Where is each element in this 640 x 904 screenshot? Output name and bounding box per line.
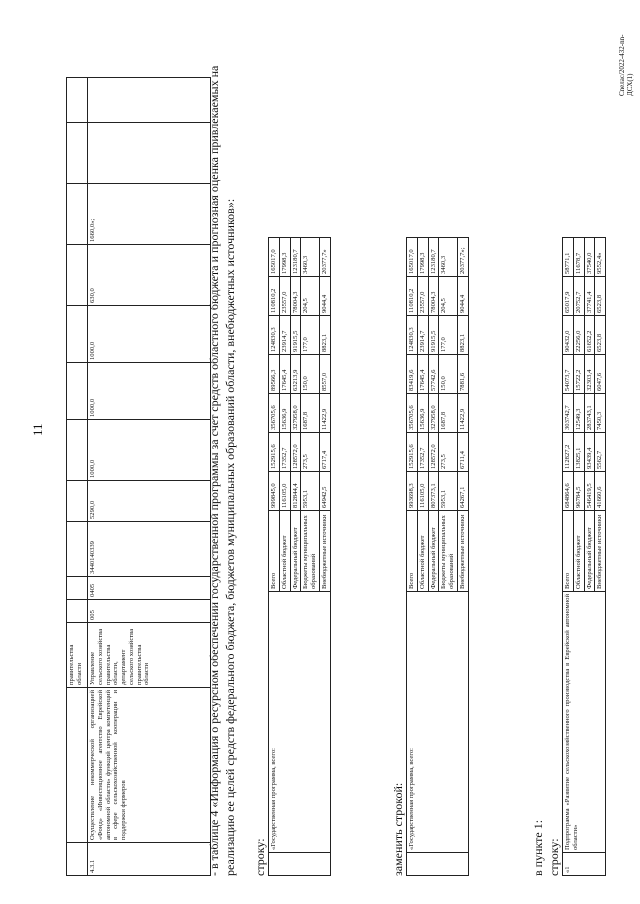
table-row: «Государственная программа, всего: Всего 999845,0 152915,6 356705,6 89566,3 124830,3 110810,2 165017,0 <box>269 238 280 876</box>
row-value: 1000,0 <box>88 420 211 481</box>
footer-code: Сnелас/2022-432-nn-ДСХ(1) <box>618 34 634 96</box>
finance-table-old <box>268 237 331 876</box>
table-row: Внебюджетные источники 64267,1 6711,4 11422,9 7881,6 8823,1 9044,4 20377,7»; <box>457 238 468 876</box>
table-row: Федеральный бюджет 807373,1 128572,0 327958,0 57742,6 91915,5 78004,3 123180,7 <box>428 238 439 876</box>
row-grbs: 005 <box>88 600 211 623</box>
row-description: Осуществление некоммерческой организацией «Фонд» «Инвестиционное агентство Еврейской автономной области» функций центра компетенций в сфере сельскохозяйственной кооперации и поддержки фермеров <box>88 688 211 843</box>
table-row: Областной бюджет 96784,5 13825,1 12549,3 15722,2 22256,0 20752,7 11678,7 <box>573 238 584 876</box>
point-label: в пункте 1: <box>531 819 545 876</box>
table-row <box>67 78 88 876</box>
page-number: 11 <box>30 423 45 436</box>
finance-table-subprogram <box>562 237 606 876</box>
table-row: «1 Подпрограмма «Развитие сельскохозяйственного производства в Еврейской автономной области» Всего 684864,6 112827,2 303742,7 54073,7 90432,0 65017,9 58771,1 <box>563 238 574 876</box>
table-row: Федеральный бюджет 546419,5 93439,4 283743,1 32303,4 61652,2 37741,4 37540,0 <box>584 238 595 876</box>
table-row: Внебюджетные источники 41660,6 5562,7 7450,3 6047,6 6523,8 6523,8 9552,4» <box>595 238 606 876</box>
table-row: Областной бюджет 116105,0 17352,7 15636,9 17645,4 23914,7 23557,0 17998,3 <box>279 238 290 876</box>
subprogram-name: Подпрограмма «Развитие сельскохозяйственного производства в Еврейской автономной области» <box>563 592 606 853</box>
table-row: Федеральный бюджет 812844,4 128572,0 327958,0 63213,9 91915,5 78004,3 123180,7 <box>290 238 301 876</box>
table-row: Областной бюджет 116105,0 17352,7 15636,9 17645,4 23914,7 23557,0 17998,3 <box>417 238 428 876</box>
table-row: «Государственная программа, всего: Всего 993698,3 152915,6 356705,6 83419,6 124830,3 110810,2 165017,0 <box>407 238 418 876</box>
intro-paragraph: - в таблице 4 «Информация о ресурсном обеспечении государственной программы за счет средств областного бюджета и прогнозная оценка привлекаемых на реализацию ее целей средств федерального бюджета, бюджетов муниципальных образований области, внебюджетных источников»: <box>207 65 237 876</box>
row-value: 630,0 <box>88 245 211 306</box>
row-csr: 3440140339 <box>88 522 211 577</box>
row-number: «1 <box>563 853 606 876</box>
line-label: строку: <box>253 838 267 876</box>
replace-label: заменить строкой: <box>391 782 405 876</box>
executor-header: правительства области <box>67 623 88 688</box>
row-value: 1000,0 <box>88 363 211 420</box>
row-executor: Управление сельского хозяйства правительства области, департамент сельского хозяйства правительства области <box>88 623 211 688</box>
row-rzpr: 0405 <box>88 577 211 600</box>
table-row: Бюджеты муниципальных образований 5953,1 273,5 1687,8 150,0 177,0 204,5 3460,3 <box>439 238 458 876</box>
program-name: «Государственная программа, всего: <box>269 592 331 853</box>
table-row <box>88 78 211 876</box>
measures-table <box>66 77 211 876</box>
finance-table-new <box>406 237 469 876</box>
line-label: строку: <box>547 838 561 876</box>
table-row: Внебюджетные источники 64942,5 6717,4 11422,9 8557,0 8823,1 9044,4 20377,7» <box>319 238 330 876</box>
row-value: 1000,0 <box>88 306 211 363</box>
row-value: 5290,0 <box>88 481 211 522</box>
program-name: «Государственная программа, всего: <box>407 592 469 853</box>
table-row: Бюджеты муниципальных образований 5953,1 273,5 1687,8 150,0 177,0 204,5 3460,3 <box>301 238 320 876</box>
row-code: 4.3.1 <box>88 843 211 876</box>
row-value: 1660,0»; <box>88 184 211 245</box>
